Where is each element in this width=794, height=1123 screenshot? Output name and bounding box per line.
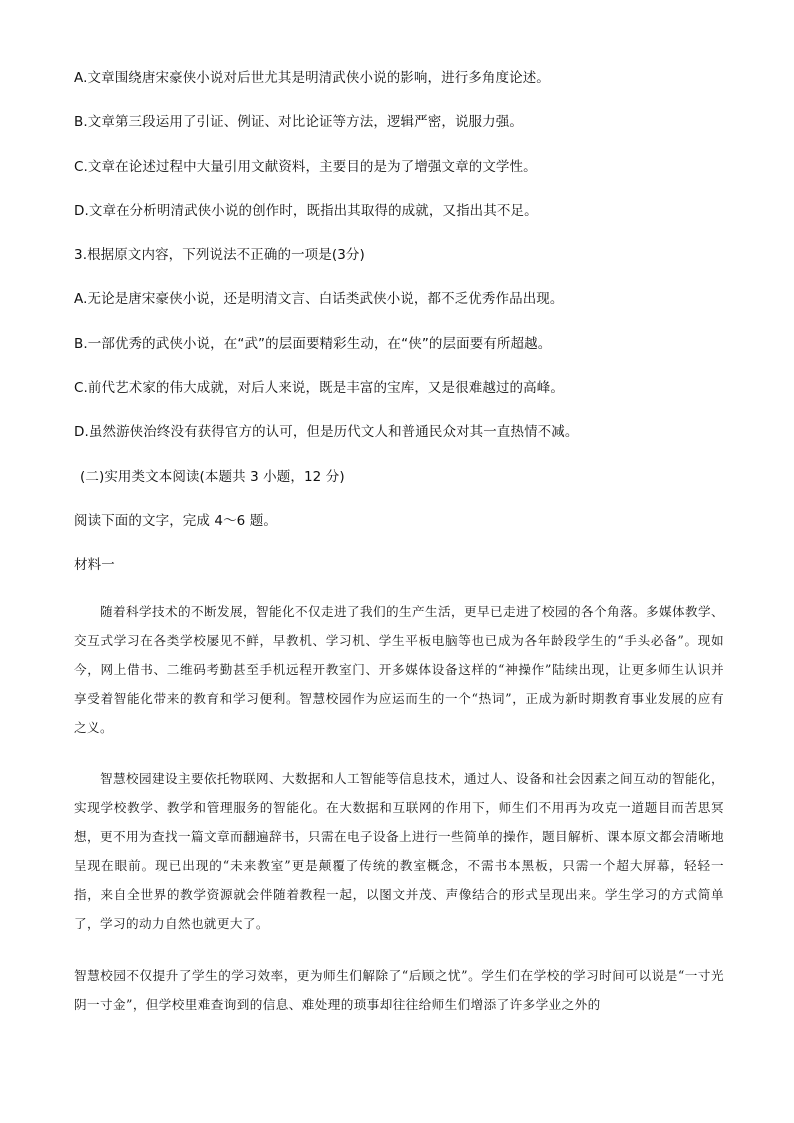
material-label: 材料一 — [74, 557, 115, 573]
q3-option-d: D.虽然游侠治终没有获得官方的认可，但是历代文人和普通民众对其一直热情不减。 — [74, 424, 579, 440]
section-heading: (二)实用类文本阅读(本题共 3 小题，12 分) — [80, 469, 345, 485]
q2-option-c: C.文章在论述过程中大量引用文献资料，主要目的是为了增强文章的文学性。 — [74, 159, 537, 175]
material-paragraph-1: 随着科学技术的不断发展，智能化不仅走进了我们的生产生活，更早已走进了校园的各个角落。多媒体教学、交互式学习在各类学校屡见不鲜，早教机、学习机、学生平板电脑等也已成为各年龄段学生的“手头必备”。现如今，网上借书、二维码考勤甚至手机远程开教室门、开多媒体设备这样的“神操作”陆续出现，让更多师生认识并享受着智能化带来的教育和学习便利。智慧校园作为应运而生的一个“热词”，正成为新时期教育事业发展的应有之义。 — [74, 604, 724, 735]
q2-option-a: A.文章围绕唐宋豪侠小说对后世尤其是明清武侠小说的影响，进行多角度论述。 — [74, 70, 550, 86]
q2-option-b: B.文章第三段运用了引证、例证、对比论证等方法，逻辑严密，说服力强。 — [74, 114, 523, 130]
q3-option-a: A.无论是唐宋豪侠小说，还是明清文言、白话类武侠小说，都不乏优秀作品出现。 — [74, 291, 564, 307]
reading-instruction: 阅读下面的文字，完成 4～6 题。 — [74, 513, 277, 529]
material-paragraph-3: 智慧校园不仅提升了学生的学习效率，更为师生们解除了“后顾之忧”。学生们在学校的学习时间可以说是“一寸光阴一寸金”，但学校里难查询到的信息、难处理的琐事却往往给师生们增添了许多学业之外的 — [74, 968, 724, 1012]
material-paragraph-2: 智慧校园建设主要依托物联网、大数据和人工智能等信息技术，通过人、设备和社会因素之间互动的智能化，实现学校教学、教学和管理服务的智能化。在大数据和互联网的作用下，师生们不用再为攻克一道题目而苦思冥想，更不用为查找一篇文章而翻遍辞书，只需在电子设备上进行一些简单的操作，题目解析、课本原文都会清晰地呈现在眼前。现已出现的“未来教室”更是颠覆了传统的教室概念，不需书本黑板，只需一个超大屏幕，轻轻一指，来自全世界的教学资源就会伴随着教程一起，以图文并茂、声像结合的形式呈现出来。学生学习的方式简单了，学习的动力自然也就更大了。 — [74, 771, 724, 931]
q3-option-c: C.前代艺术家的伟大成就，对后人来说，既是丰富的宝库，又是很难越过的高峰。 — [74, 380, 564, 396]
q3-option-b: B.一部优秀的武侠小说，在“武”的层面要精彩生动，在“侠”的层面要有所超越。 — [74, 336, 552, 352]
q2-option-d: D.文章在分析明清武侠小说的创作时，既指出其取得的成就，又指出其不足。 — [74, 203, 538, 219]
q3-stem: 3.根据原文内容，下列说法不正确的一项是(3分) — [74, 247, 365, 263]
